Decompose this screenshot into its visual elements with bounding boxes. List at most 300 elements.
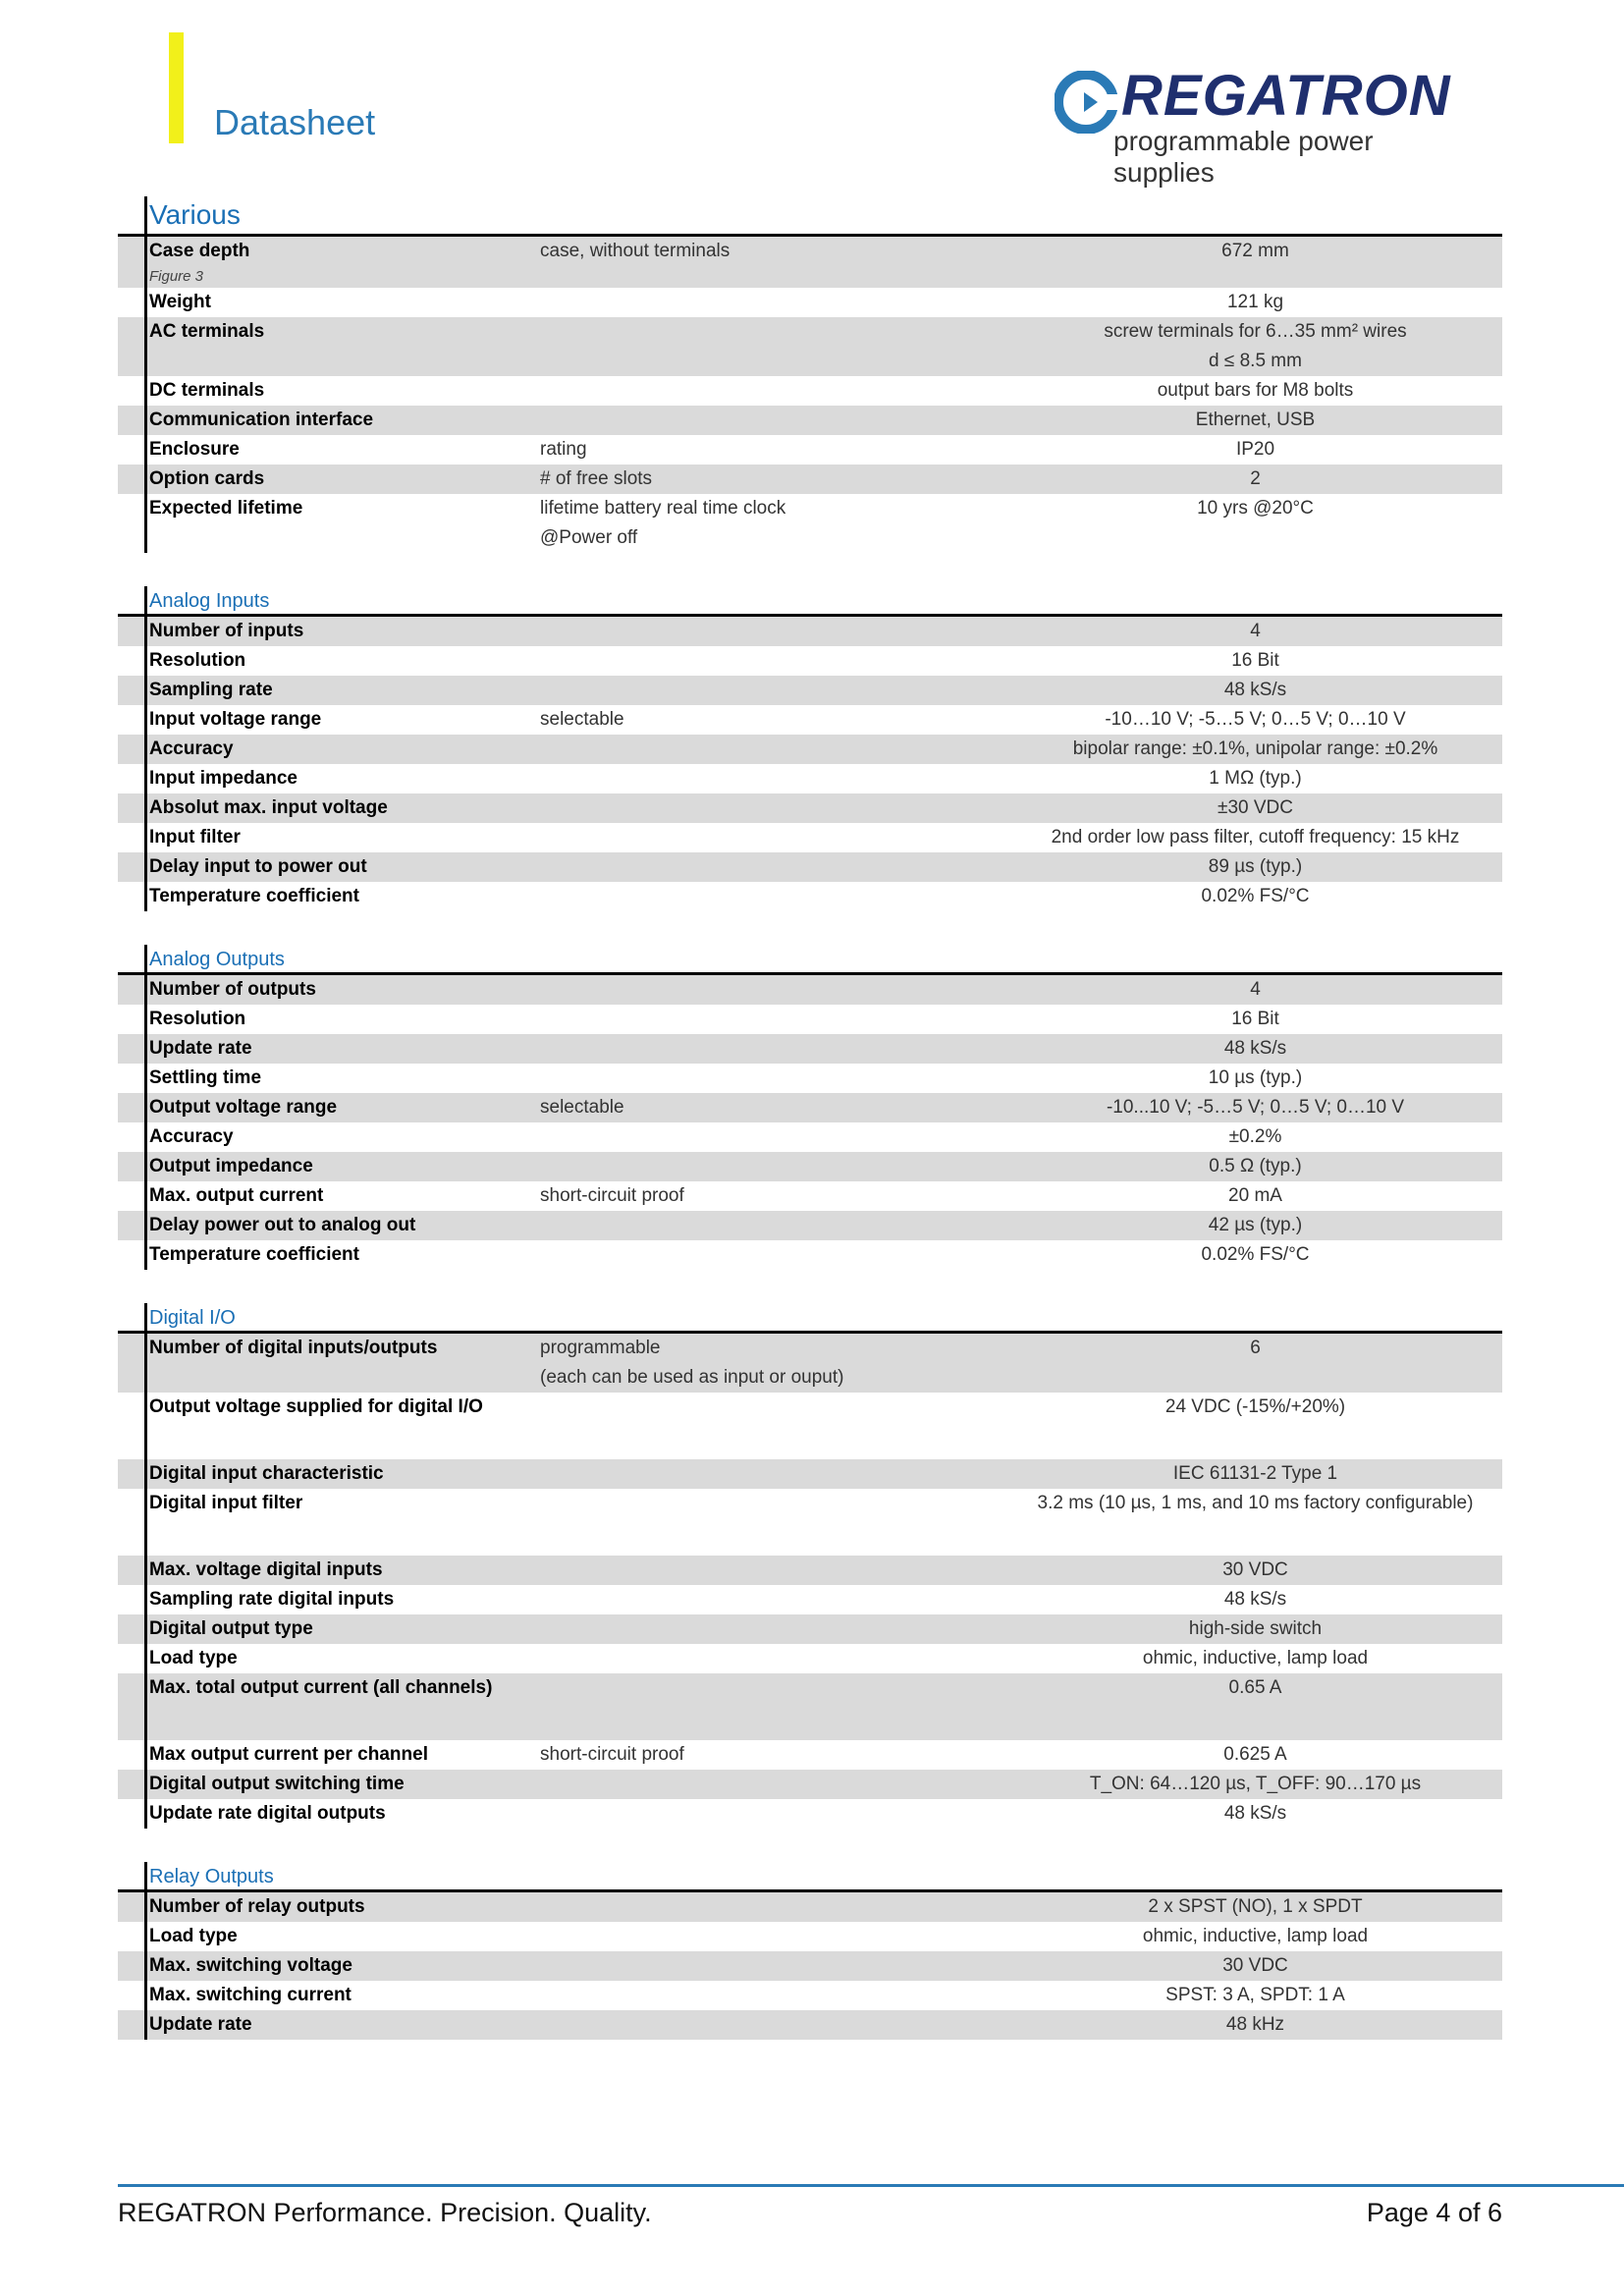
spec-section [118, 1303, 1502, 1829]
spec-parameter [118, 1334, 537, 1393]
spec-value [1008, 646, 1502, 676]
value-text: ohmic, inductive, lamp load [1142, 1926, 1369, 1946]
spec-condition [537, 793, 1008, 823]
condition-text-line2: (each can be used as input or ouput) [540, 1367, 844, 1388]
spec-condition [537, 288, 1008, 317]
spec-condition [537, 1614, 1008, 1644]
spec-value [1008, 975, 1502, 1005]
spec-value [1008, 237, 1502, 288]
spec-value [1008, 1556, 1502, 1585]
parameter-name: Max output current per channel [149, 1744, 428, 1765]
spec-value [1008, 764, 1502, 793]
spec-parameter [118, 646, 537, 676]
spec-row [118, 1770, 1502, 1799]
spec-condition [537, 1240, 1008, 1270]
value-text: 2 [1250, 468, 1261, 489]
spec-parameter [118, 1005, 537, 1034]
condition-text: short-circuit proof [540, 1744, 684, 1765]
spec-value [1008, 1922, 1502, 1951]
spec-row [118, 735, 1502, 764]
spec-row [118, 1922, 1502, 1951]
spec-value [1008, 1122, 1502, 1152]
spec-row [118, 1892, 1502, 1922]
spec-parameter [118, 1981, 537, 2010]
spec-value [1008, 1334, 1502, 1393]
spec-condition [537, 1585, 1008, 1614]
parameter-name: Delay power out to analog out [149, 1215, 416, 1235]
parameter-name: Max. voltage digital inputs [149, 1559, 383, 1580]
spec-value [1008, 1093, 1502, 1122]
value-text: 0.65 A [1228, 1677, 1282, 1698]
spec-condition [537, 882, 1008, 911]
spec-condition [537, 676, 1008, 705]
spec-parameter [118, 975, 537, 1005]
spec-row [118, 1181, 1502, 1211]
section-left-rule [144, 586, 147, 911]
spec-value [1008, 1585, 1502, 1614]
spec-value [1008, 823, 1502, 852]
spec-parameter [118, 793, 537, 823]
parameter-name: Weight [149, 292, 211, 312]
value-text-line2: d ≤ 8.5 mm [1209, 351, 1302, 371]
spec-value [1008, 617, 1502, 646]
spec-parameter [118, 1122, 537, 1152]
spec-condition [537, 465, 1008, 494]
spec-row [118, 823, 1502, 852]
spec-value [1008, 852, 1502, 882]
spec-parameter [118, 1211, 537, 1240]
value-text: output bars for M8 bolts [1157, 380, 1354, 401]
page-number: Page 4 of 6 [1366, 2198, 1502, 2227]
condition-text: selectable [540, 1097, 624, 1118]
parameter-name: Number of relay outputs [149, 1896, 365, 1917]
section-title: Relay Outputs [149, 1866, 274, 1887]
parameter-name: Digital input characteristic [149, 1463, 384, 1484]
condition-text: short-circuit proof [540, 1185, 684, 1206]
spec-row [118, 1093, 1502, 1122]
spec-condition [537, 1393, 1008, 1459]
spec-row [118, 1673, 1502, 1740]
parameter-name: Accuracy [149, 738, 234, 759]
condition-text: programmable [540, 1338, 661, 1358]
spec-row [118, 237, 1502, 288]
spec-condition [537, 1181, 1008, 1211]
section-left-rule [144, 945, 147, 1270]
spec-parameter [118, 1152, 537, 1181]
section-title: Analog Outputs [149, 949, 285, 970]
value-text: 48 kS/s [1223, 1803, 1287, 1824]
spec-parameter [118, 1614, 537, 1644]
spec-parameter [118, 676, 537, 705]
spec-row [118, 317, 1502, 376]
parameter-name: Temperature coefficient [149, 886, 359, 906]
spec-parameter [118, 1922, 537, 1951]
section-left-rule [144, 196, 147, 553]
value-text: IP20 [1235, 439, 1275, 460]
spec-value [1008, 1892, 1502, 1922]
spec-row [118, 1152, 1502, 1181]
spec-value [1008, 882, 1502, 911]
parameter-name: Output impedance [149, 1156, 313, 1176]
regatron-logo [1055, 64, 1467, 188]
spec-condition [537, 646, 1008, 676]
spec-condition [537, 237, 1008, 288]
spec-row [118, 764, 1502, 793]
spec-row [118, 676, 1502, 705]
spec-section [118, 196, 1502, 553]
spec-value [1008, 1240, 1502, 1270]
spec-condition [537, 2010, 1008, 2040]
value-text: ±0.2% [1228, 1126, 1282, 1147]
spec-condition [537, 1981, 1008, 2010]
parameter-name: Input voltage range [149, 709, 322, 730]
spec-condition [537, 1644, 1008, 1673]
value-text: -10…10 V; -5…5 V; 0…5 V; 0…10 V [1105, 709, 1406, 730]
spec-row [118, 1034, 1502, 1064]
spec-parameter [118, 317, 537, 376]
spec-row [118, 1240, 1502, 1270]
spec-row [118, 1122, 1502, 1152]
parameter-name: Update rate [149, 2014, 252, 2035]
value-text: Ethernet, USB [1195, 410, 1316, 430]
parameter-name: Max. output current [149, 1185, 324, 1206]
logo-tagline: programmable power supplies [1113, 126, 1374, 188]
value-text: 4 [1250, 979, 1261, 1000]
spec-row [118, 1556, 1502, 1585]
spec-condition [537, 617, 1008, 646]
spec-value [1008, 376, 1502, 406]
spec-parameter [118, 1740, 537, 1770]
spec-value [1008, 676, 1502, 705]
spec-value [1008, 1489, 1502, 1556]
value-text: 2 x SPST (NO), 1 x SPDT [1148, 1896, 1363, 1917]
value-text: 16 Bit [1231, 1009, 1279, 1029]
spec-condition [537, 975, 1008, 1005]
value-text: 10 µs (typ.) [1208, 1067, 1303, 1088]
spec-value [1008, 1459, 1502, 1489]
spec-parameter [118, 1489, 537, 1556]
spec-parameter [118, 2010, 537, 2040]
value-text: 121 kg [1226, 292, 1284, 312]
parameter-name: Case depth [149, 241, 250, 261]
spec-condition [537, 1489, 1008, 1556]
value-text: high-side switch [1188, 1618, 1323, 1639]
value-text: 48 kS/s [1223, 1589, 1287, 1610]
value-text: 3.2 ms (10 µs, 1 ms, and 10 ms factory configurable) [1037, 1493, 1474, 1513]
spec-row [118, 435, 1502, 465]
spec-row [118, 852, 1502, 882]
spec-row [118, 1644, 1502, 1673]
spec-row [118, 617, 1502, 646]
parameter-name: Digital output switching time [149, 1774, 405, 1794]
condition-text: case, without terminals [540, 241, 731, 261]
spec-parameter [118, 288, 537, 317]
spec-row [118, 1614, 1502, 1644]
value-text: 48 kHz [1225, 2014, 1285, 2035]
parameter-name: Sampling rate [149, 680, 273, 700]
section-title: Digital I/O [149, 1307, 236, 1329]
value-text: SPST: 3 A, SPDT: 1 A [1165, 1985, 1345, 2005]
parameter-name: DC terminals [149, 380, 265, 401]
parameter-name: Option cards [149, 468, 265, 489]
parameter-name: Max. switching voltage [149, 1955, 352, 1976]
spec-row [118, 494, 1502, 553]
parameter-name: Resolution [149, 1009, 246, 1029]
spec-value [1008, 1740, 1502, 1770]
section-left-rule [144, 1862, 147, 2040]
spec-value [1008, 1614, 1502, 1644]
spec-row [118, 1334, 1502, 1393]
condition-text: # of free slots [540, 468, 653, 489]
parameter-name: Resolution [149, 650, 246, 671]
spec-value [1008, 288, 1502, 317]
value-text: 48 kS/s [1223, 680, 1287, 700]
spec-condition [537, 1673, 1008, 1740]
parameter-name: Sampling rate digital inputs [149, 1589, 395, 1610]
value-text: ohmic, inductive, lamp load [1142, 1648, 1369, 1668]
spec-row [118, 465, 1502, 494]
spec-sections [118, 196, 1502, 2040]
spec-parameter [118, 705, 537, 735]
spec-row [118, 975, 1502, 1005]
spec-row [118, 882, 1502, 911]
value-text: 1 MΩ (typ.) [1209, 768, 1302, 789]
value-text: 6 [1250, 1338, 1261, 1358]
figure-reference: Figure 3 [149, 268, 204, 285]
spec-row [118, 1459, 1502, 1489]
spec-parameter [118, 1673, 537, 1740]
spec-parameter [118, 617, 537, 646]
parameter-name: Expected lifetime [149, 498, 303, 519]
value-text: 2nd order low pass filter, cutoff frequency: 15 kHz [1051, 827, 1460, 847]
spec-condition [537, 1005, 1008, 1034]
spec-row [118, 406, 1502, 435]
spec-value [1008, 735, 1502, 764]
footer-tagline: REGATRON Performance. Precision. Quality. [118, 2198, 652, 2227]
spec-value [1008, 1211, 1502, 1240]
spec-parameter [118, 882, 537, 911]
spec-row [118, 1585, 1502, 1614]
spec-row [118, 1211, 1502, 1240]
spec-parameter [118, 1951, 537, 1981]
spec-condition [537, 406, 1008, 435]
parameter-name: AC terminals [149, 321, 265, 342]
spec-parameter [118, 1585, 537, 1614]
spec-value [1008, 1064, 1502, 1093]
spec-parameter [118, 1459, 537, 1489]
spec-row [118, 1064, 1502, 1093]
spec-condition [537, 1152, 1008, 1181]
parameter-name: Load type [149, 1926, 238, 1946]
spec-row [118, 1799, 1502, 1829]
parameter-name: Digital output type [149, 1618, 313, 1639]
spec-condition [537, 764, 1008, 793]
value-text: 30 VDC [1222, 1955, 1288, 1976]
value-text: 20 mA [1228, 1185, 1282, 1206]
parameter-name: Absolut max. input voltage [149, 797, 388, 818]
spec-row [118, 793, 1502, 823]
parameter-name: Max. total output current (all channels) [149, 1677, 493, 1698]
spec-value [1008, 1393, 1502, 1459]
spec-value [1008, 1673, 1502, 1740]
parameter-name: Number of outputs [149, 979, 316, 1000]
spec-condition [537, 494, 1008, 553]
spec-condition [537, 1799, 1008, 1829]
value-text: 0.5 Ω (typ.) [1209, 1156, 1302, 1176]
spec-parameter [118, 494, 537, 553]
spec-value [1008, 1981, 1502, 2010]
parameter-name: Accuracy [149, 1126, 234, 1147]
spec-condition [537, 1951, 1008, 1981]
spec-condition [537, 435, 1008, 465]
header-accent-bar [169, 32, 184, 143]
spec-condition [537, 317, 1008, 376]
spec-condition [537, 1892, 1008, 1922]
spec-condition [537, 1034, 1008, 1064]
spec-condition [537, 1093, 1008, 1122]
value-text: 10 yrs @20°C [1197, 498, 1314, 519]
parameter-name: Temperature coefficient [149, 1244, 359, 1265]
spec-value [1008, 1770, 1502, 1799]
spec-section [118, 1862, 1502, 2040]
spec-value [1008, 1644, 1502, 1673]
document-type-label: Datasheet [214, 102, 376, 142]
spec-condition [537, 823, 1008, 852]
spec-value [1008, 1005, 1502, 1034]
parameter-name: Number of inputs [149, 621, 304, 641]
parameter-name: Number of digital inputs/outputs [149, 1338, 438, 1358]
spec-parameter [118, 1892, 537, 1922]
parameter-name: Input filter [149, 827, 241, 847]
parameter-name: Load type [149, 1648, 238, 1668]
spec-parameter [118, 823, 537, 852]
spec-value [1008, 465, 1502, 494]
spec-value [1008, 2010, 1502, 2040]
value-text: 0.625 A [1223, 1744, 1287, 1765]
logo-wordmark: REGATRON [1121, 64, 1451, 128]
spec-condition [537, 1122, 1008, 1152]
condition-text: selectable [540, 709, 624, 730]
spec-parameter [118, 237, 537, 288]
spec-row [118, 1981, 1502, 2010]
spec-value [1008, 705, 1502, 735]
spec-parameter [118, 376, 537, 406]
section-title: Various [149, 199, 241, 230]
spec-row [118, 705, 1502, 735]
spec-condition [537, 1064, 1008, 1093]
spec-condition [537, 1922, 1008, 1951]
spec-parameter [118, 1799, 537, 1829]
parameter-name: Update rate digital outputs [149, 1803, 386, 1824]
spec-value [1008, 1799, 1502, 1829]
spec-parameter [118, 406, 537, 435]
section-title: Analog Inputs [149, 590, 270, 612]
spec-value [1008, 793, 1502, 823]
spec-parameter [118, 465, 537, 494]
spec-value [1008, 1152, 1502, 1181]
spec-parameter [118, 1644, 537, 1673]
spec-parameter [118, 1393, 537, 1459]
parameter-name: Max. switching current [149, 1985, 352, 2005]
spec-row [118, 2010, 1502, 2040]
spec-parameter [118, 1093, 537, 1122]
condition-text: rating [540, 439, 587, 460]
spec-parameter [118, 1064, 537, 1093]
spec-value [1008, 1034, 1502, 1064]
parameter-name: Settling time [149, 1067, 262, 1088]
section-left-rule [144, 1303, 147, 1829]
spec-condition [537, 1740, 1008, 1770]
spec-parameter [118, 1034, 537, 1064]
value-text: -10...10 V; -5…5 V; 0…5 V; 0…10 V [1106, 1097, 1405, 1118]
spec-row [118, 1489, 1502, 1556]
spec-value [1008, 435, 1502, 465]
parameter-name: Input impedance [149, 768, 298, 789]
parameter-name: Delay input to power out [149, 856, 367, 877]
value-text: bipolar range: ±0.1%, unipolar range: ±0.2% [1072, 738, 1438, 759]
spec-value [1008, 406, 1502, 435]
value-text: 16 Bit [1231, 650, 1279, 671]
spec-parameter [118, 1240, 537, 1270]
spec-condition [537, 1334, 1008, 1393]
value-text: 24 VDC (-15%/+20%) [1164, 1396, 1346, 1417]
spec-value [1008, 317, 1502, 376]
spec-condition [537, 1556, 1008, 1585]
parameter-name: Communication interface [149, 410, 374, 430]
value-text: 0.02% FS/°C [1201, 886, 1310, 906]
parameter-name: Enclosure [149, 439, 240, 460]
spec-value [1008, 494, 1502, 553]
value-text: 89 µs (typ.) [1208, 856, 1303, 877]
footer-rule [118, 2184, 1624, 2187]
spec-value [1008, 1181, 1502, 1211]
spec-value [1008, 1951, 1502, 1981]
spec-row [118, 1005, 1502, 1034]
parameter-name: Digital input filter [149, 1493, 303, 1513]
value-text: 42 µs (typ.) [1208, 1215, 1303, 1235]
spec-condition [537, 1459, 1008, 1489]
spec-row [118, 1740, 1502, 1770]
spec-condition [537, 705, 1008, 735]
spec-condition [537, 852, 1008, 882]
spec-condition [537, 735, 1008, 764]
spec-section [118, 945, 1502, 1270]
spec-row [118, 376, 1502, 406]
spec-parameter [118, 435, 537, 465]
value-text: 672 mm [1221, 241, 1289, 261]
value-text: 4 [1250, 621, 1261, 641]
parameter-name: Update rate [149, 1038, 252, 1059]
logo-mark-icon [1055, 71, 1117, 134]
value-text: 48 kS/s [1223, 1038, 1287, 1059]
spec-row [118, 1951, 1502, 1981]
parameter-name: Output voltage range [149, 1097, 338, 1118]
spec-parameter [118, 1181, 537, 1211]
spec-row [118, 288, 1502, 317]
spec-condition [537, 376, 1008, 406]
parameter-name: Output voltage supplied for digital I/O [149, 1396, 483, 1417]
spec-condition [537, 1211, 1008, 1240]
spec-section [118, 586, 1502, 911]
value-text: T_ON: 64…120 µs, T_OFF: 90…170 µs [1089, 1774, 1422, 1794]
condition-text: lifetime battery real time clock [540, 498, 786, 519]
spec-row [118, 1393, 1502, 1459]
value-text: screw terminals for 6…35 mm² wires [1104, 321, 1407, 342]
spec-parameter [118, 852, 537, 882]
value-text: IEC 61131-2 Type 1 [1172, 1463, 1338, 1484]
value-text: 0.02% FS/°C [1201, 1244, 1310, 1265]
spec-parameter [118, 735, 537, 764]
